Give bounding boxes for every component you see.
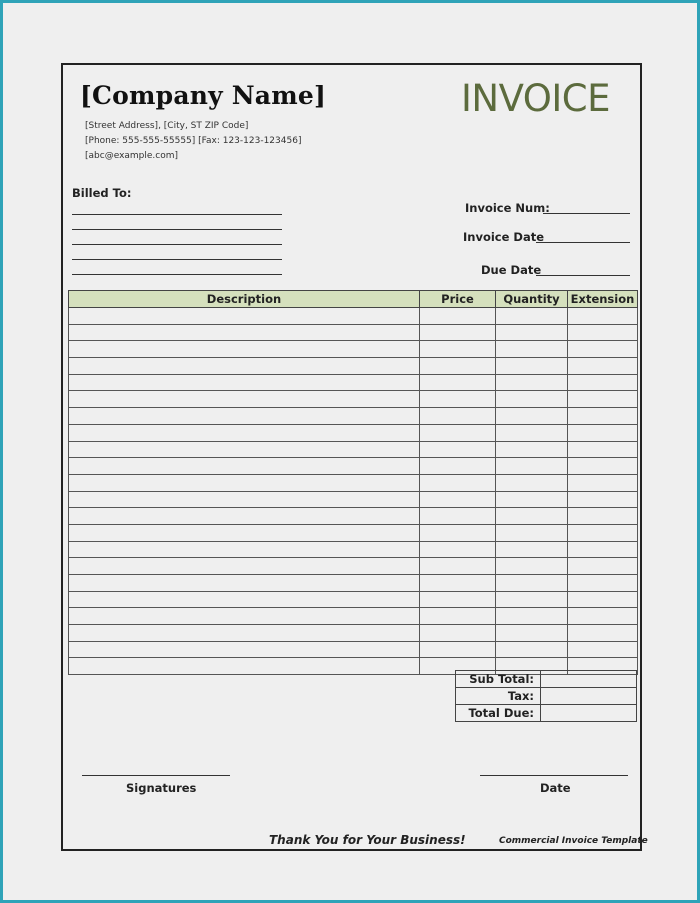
billed-to-line[interactable] [72, 259, 282, 260]
invoice-title: INVOICE [461, 77, 610, 120]
table-row [69, 441, 638, 458]
price-cell[interactable] [420, 374, 496, 391]
price-cell[interactable] [420, 591, 496, 608]
due-date-label: Due Date [481, 263, 542, 277]
extension-cell[interactable] [568, 558, 638, 575]
company-address: [Street Address], [City, ST ZIP Code] [85, 121, 249, 131]
tax-label: Tax: [456, 688, 541, 705]
extension-cell[interactable] [568, 641, 638, 658]
table-row [69, 341, 638, 358]
invoice-num-label: Invoice Num: [465, 201, 550, 215]
description-cell[interactable] [69, 474, 420, 491]
header-quantity: Quantity [496, 291, 568, 308]
extension-cell[interactable] [568, 508, 638, 525]
description-cell[interactable] [69, 391, 420, 408]
table-row [69, 575, 638, 592]
quantity-cell[interactable] [496, 575, 568, 592]
sub-total-label: Sub Total: [456, 671, 541, 688]
price-cell[interactable] [420, 625, 496, 642]
price-cell[interactable] [420, 408, 496, 425]
price-cell[interactable] [420, 558, 496, 575]
extension-cell[interactable] [568, 474, 638, 491]
table-row [69, 391, 638, 408]
table-row [69, 608, 638, 625]
table-row [69, 591, 638, 608]
quantity-cell[interactable] [496, 358, 568, 375]
price-cell[interactable] [420, 508, 496, 525]
table-row [69, 324, 638, 341]
date-line[interactable] [480, 775, 628, 776]
description-cell[interactable] [69, 424, 420, 441]
price-cell[interactable] [420, 458, 496, 475]
table-row [69, 424, 638, 441]
table-row [69, 308, 638, 325]
price-cell[interactable] [420, 491, 496, 508]
total-due-row [456, 705, 637, 722]
header-description: Description [69, 291, 420, 308]
price-cell[interactable] [420, 575, 496, 592]
description-cell[interactable] [69, 524, 420, 541]
table-row [69, 524, 638, 541]
quantity-cell[interactable] [496, 374, 568, 391]
quantity-cell[interactable] [496, 408, 568, 425]
template-name: Commercial Invoice Template [499, 836, 648, 846]
price-cell[interactable] [420, 474, 496, 491]
description-cell[interactable] [69, 641, 420, 658]
extension-cell[interactable] [568, 424, 638, 441]
description-cell[interactable] [69, 608, 420, 625]
total-due-label: Total Due: [456, 705, 541, 722]
price-cell[interactable] [420, 358, 496, 375]
price-cell[interactable] [420, 608, 496, 625]
company-phone-fax: [Phone: 555-555-55555] [Fax: 123-123-123456] [85, 136, 302, 146]
price-cell[interactable] [420, 641, 496, 658]
description-cell[interactable] [69, 358, 420, 375]
price-cell[interactable] [420, 441, 496, 458]
description-cell[interactable] [69, 374, 420, 391]
company-name: [Company Name] [80, 81, 326, 110]
date-label: Date [540, 781, 571, 795]
quantity-cell[interactable] [496, 508, 568, 525]
description-cell[interactable] [69, 575, 420, 592]
extension-cell[interactable] [568, 308, 638, 325]
description-cell[interactable] [69, 541, 420, 558]
sub-total-value[interactable] [541, 671, 637, 688]
table-row [69, 558, 638, 575]
quantity-cell[interactable] [496, 625, 568, 642]
extension-cell[interactable] [568, 408, 638, 425]
description-cell[interactable] [69, 341, 420, 358]
quantity-cell[interactable] [496, 424, 568, 441]
table-row [69, 374, 638, 391]
quantity-cell[interactable] [496, 641, 568, 658]
table-row [69, 458, 638, 475]
description-cell[interactable] [69, 408, 420, 425]
invoice-date-field[interactable] [536, 242, 630, 243]
extension-cell[interactable] [568, 324, 638, 341]
quantity-cell[interactable] [496, 608, 568, 625]
extension-cell[interactable] [568, 625, 638, 642]
tax-value[interactable] [541, 688, 637, 705]
description-cell[interactable] [69, 591, 420, 608]
extension-cell[interactable] [568, 391, 638, 408]
extension-cell[interactable] [568, 608, 638, 625]
description-cell[interactable] [69, 308, 420, 325]
extension-cell[interactable] [568, 458, 638, 475]
quantity-cell[interactable] [496, 558, 568, 575]
header-extension: Extension [568, 291, 638, 308]
extension-cell[interactable] [568, 541, 638, 558]
total-due-value[interactable] [541, 705, 637, 722]
signature-line[interactable] [82, 775, 230, 776]
quantity-cell[interactable] [496, 591, 568, 608]
line-items-table [68, 290, 638, 675]
extension-cell[interactable] [568, 358, 638, 375]
invoice-date-label: Invoice Date [463, 230, 545, 244]
billed-to-line[interactable] [72, 214, 282, 215]
price-cell[interactable] [420, 391, 496, 408]
due-date-field[interactable] [536, 275, 630, 276]
sub-total-row [456, 671, 637, 688]
quantity-cell[interactable] [496, 391, 568, 408]
description-cell[interactable] [69, 458, 420, 475]
table-row [69, 641, 638, 658]
quantity-cell[interactable] [496, 441, 568, 458]
price-cell[interactable] [420, 424, 496, 441]
description-cell[interactable] [69, 441, 420, 458]
price-cell[interactable] [420, 308, 496, 325]
billed-to-line[interactable] [72, 229, 282, 230]
description-cell[interactable] [69, 491, 420, 508]
tax-row [456, 688, 637, 705]
extension-cell[interactable] [568, 341, 638, 358]
table-row [69, 408, 638, 425]
extension-cell[interactable] [568, 441, 638, 458]
table-row [69, 625, 638, 642]
table-row [69, 541, 638, 558]
description-cell[interactable] [69, 625, 420, 642]
price-cell[interactable] [420, 524, 496, 541]
table-row [69, 508, 638, 525]
quantity-cell[interactable] [496, 474, 568, 491]
price-cell[interactable] [420, 541, 496, 558]
invoice-sheet [61, 63, 648, 851]
table-header-row [69, 291, 638, 308]
thank-you-message: Thank You for Your Business! [269, 833, 466, 847]
billed-to-line[interactable] [72, 244, 282, 245]
signatures-label: Signatures [126, 781, 197, 795]
totals-table [455, 670, 637, 722]
quantity-cell[interactable] [496, 308, 568, 325]
description-cell[interactable] [69, 324, 420, 341]
quantity-cell[interactable] [496, 458, 568, 475]
quantity-cell[interactable] [496, 541, 568, 558]
description-cell[interactable] [69, 558, 420, 575]
company-email: [abc@example.com] [85, 151, 179, 161]
quantity-cell[interactable] [496, 524, 568, 541]
extension-cell[interactable] [568, 575, 638, 592]
quantity-cell[interactable] [496, 491, 568, 508]
price-cell[interactable] [420, 341, 496, 358]
quantity-cell[interactable] [496, 324, 568, 341]
extension-cell[interactable] [568, 524, 638, 541]
billed-to-line[interactable] [72, 274, 282, 275]
page-frame [3, 3, 697, 900]
description-cell[interactable] [69, 658, 420, 675]
table-row [69, 491, 638, 508]
extension-cell[interactable] [568, 491, 638, 508]
table-row [69, 474, 638, 491]
header-price: Price [420, 291, 496, 308]
billed-to-label: Billed To: [72, 186, 132, 200]
quantity-cell[interactable] [496, 341, 568, 358]
extension-cell[interactable] [568, 591, 638, 608]
extension-cell[interactable] [568, 374, 638, 391]
description-cell[interactable] [69, 508, 420, 525]
price-cell[interactable] [420, 324, 496, 341]
invoice-num-field[interactable] [543, 213, 630, 214]
line-items-body [69, 308, 638, 675]
table-row [69, 358, 638, 375]
